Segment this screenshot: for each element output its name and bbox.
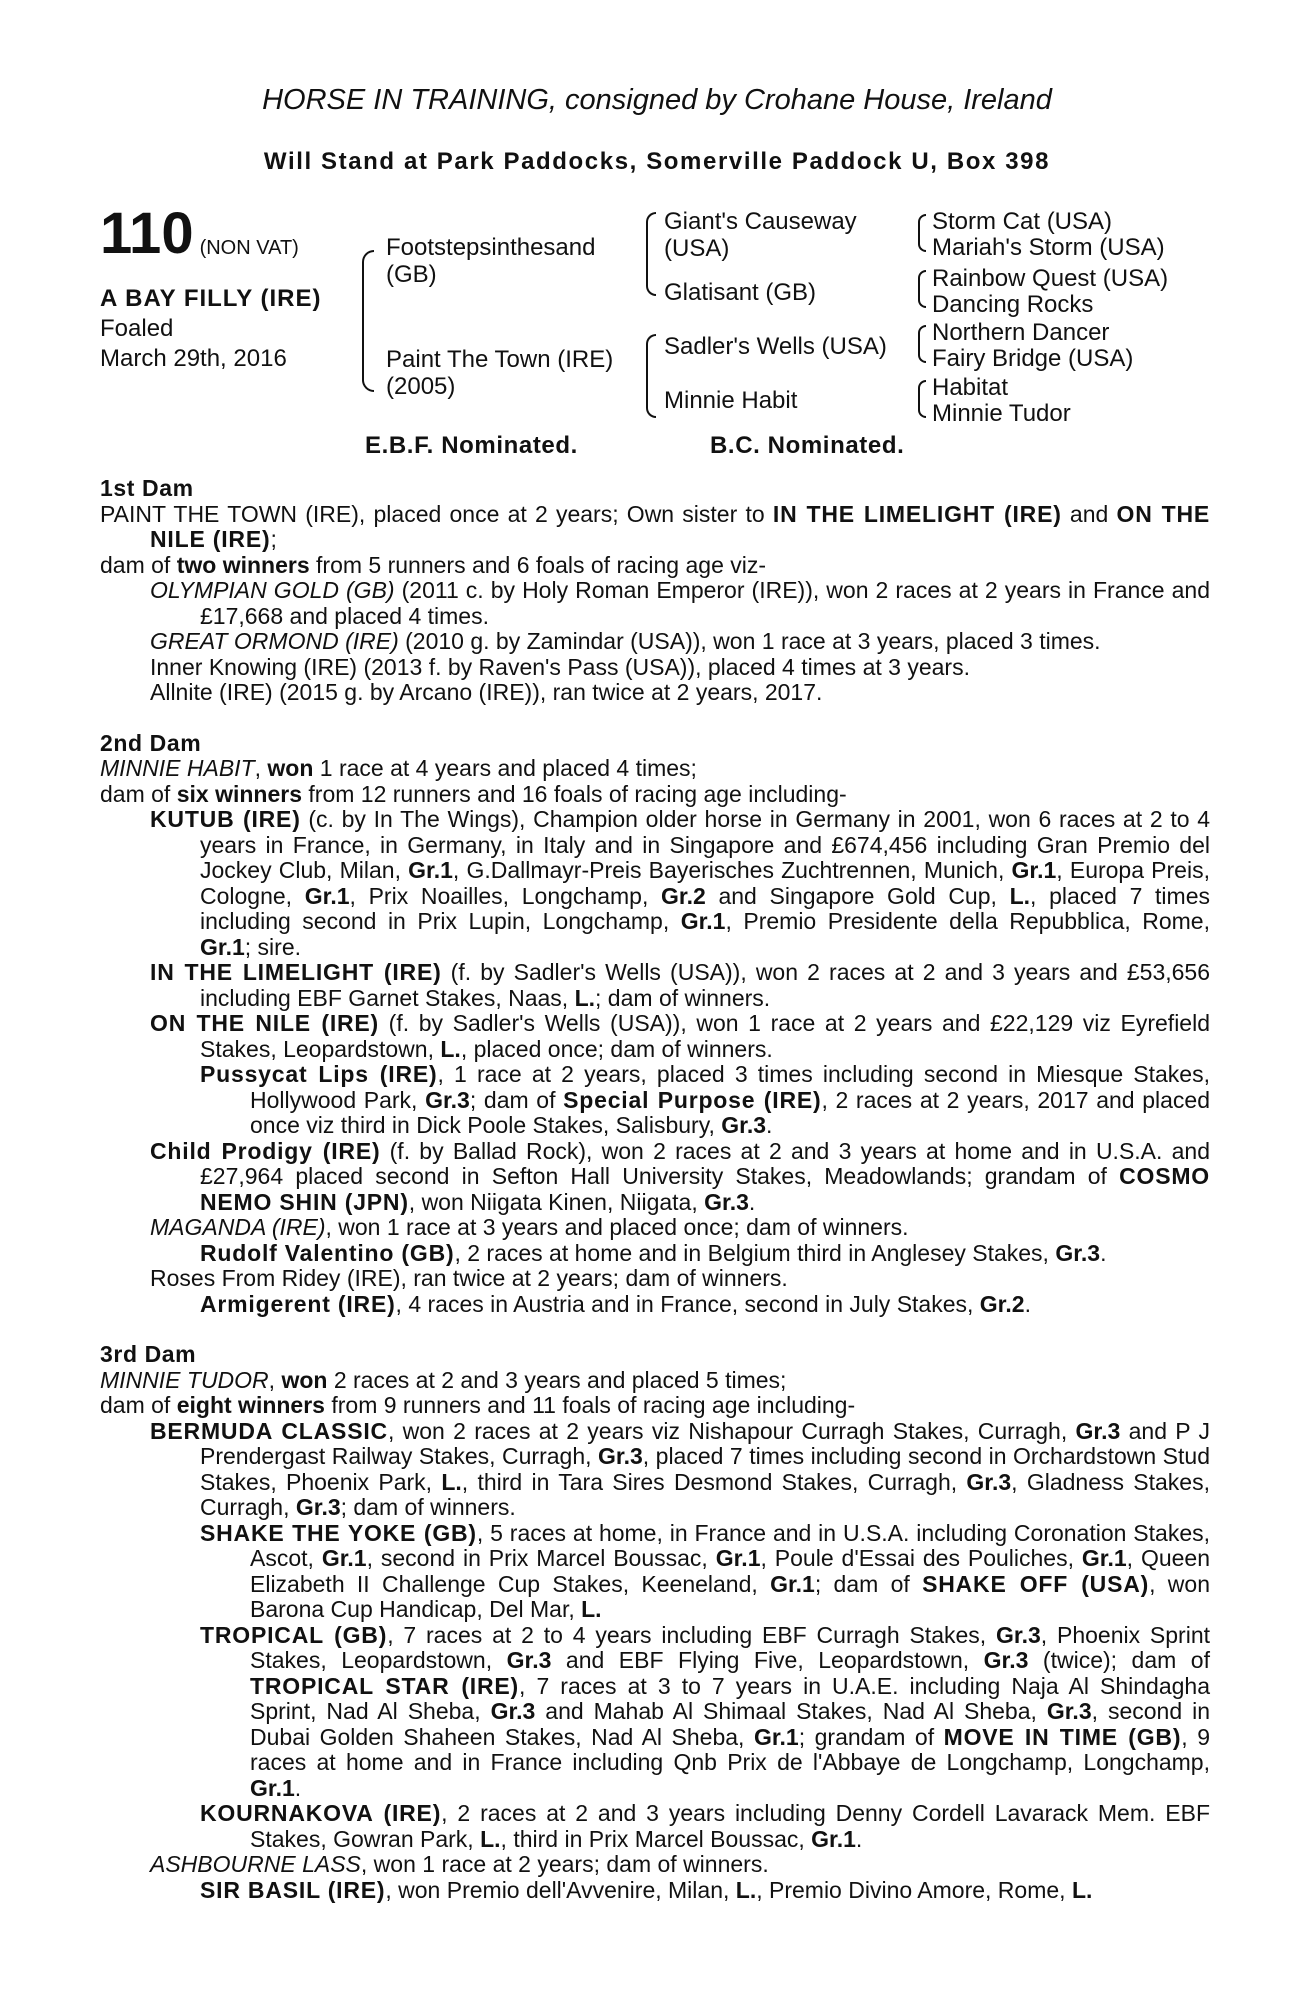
dam-name-line2: (2005) bbox=[386, 373, 456, 400]
vat-status: (NON VAT) bbox=[199, 237, 299, 260]
sire-name bbox=[386, 234, 595, 288]
foaled-label: Foaled bbox=[100, 315, 174, 342]
third-dam-heading: 3rd Dam bbox=[100, 1341, 197, 1367]
produce-roses-from-ridey: Roses From Ridey (IRE), ran twice at 2 years; dam of winners. bbox=[150, 1265, 788, 1291]
third-dam-paragraph: MINNIE TUDOR, won 2 races at 2 and 3 years and placed 5 times; bbox=[100, 1366, 787, 1393]
sire-sire bbox=[664, 208, 857, 262]
dd-parents-brace bbox=[918, 380, 926, 418]
produce-child-prodigy: Child Prodigy (IRE) (f. by Ballad Rock), won 2 races at 2 and 3 years at home and in U.S.A. and £27,964 placed second in Sefton Hall University Stakes, Meadowlands; grandam of COSMO NEMO SHIN (JPN), won Niigata Kinen, Niigata, Gr.3. bbox=[150, 1137, 1211, 1215]
produce-bermuda-classic: BERMUDA CLASSIC, won 2 races at 2 years viz Nishapour Curragh Stakes, Curragh, Gr.3 and P J Prendergast Railway Stakes, Curragh, Gr.3, placed 7 times including second in Orchardstown Stud Stakes, Phoenix Park, L., third in Tara Sires Desmond Stakes, Curragh, Gr.3, Gladness Stakes, Curragh, Gr.3; dam of winners. bbox=[150, 1417, 1210, 1520]
ss-dam: Mariah's Storm (USA) bbox=[932, 234, 1165, 261]
sd-sire: Rainbow Quest (USA) bbox=[932, 265, 1169, 292]
sire-sire-line1: Giant's Causeway bbox=[664, 208, 857, 235]
foaled-date: March 29th, 2016 bbox=[100, 345, 287, 372]
second-dam-produce: dam of six winners from 12 runners and 16 foals of racing age including- bbox=[100, 780, 847, 807]
sire-name-line2: (GB) bbox=[386, 261, 437, 288]
bc-nominated: B.C. Nominated. bbox=[710, 432, 905, 459]
dd-sire: Habitat bbox=[932, 374, 1009, 401]
produce-ashbourne-lass: ASHBOURNE LASS, won 1 race at 2 years; dam of winners. bbox=[150, 1851, 769, 1877]
ebf-nominated: E.B.F. Nominated. bbox=[365, 432, 578, 459]
produce-rudolf-valentino: Rudolf Valentino (GB), 2 races at home and in Belgium third in Anglesey Stakes, Gr.3. bbox=[200, 1239, 1107, 1266]
ds-sire: Northern Dancer bbox=[932, 319, 1110, 346]
produce-pussycat-lips: Pussycat Lips (IRE), 1 race at 2 years, placed 3 times including second in Miesque Stakes, Hollywood Park, Gr.3; dam of Special Purpose (IRE), 2 races at 2 years, 2017 and placed once viz third in Dick Poole Stakes, Salisbury, Gr.3. bbox=[200, 1061, 1210, 1138]
produce-olympian-gold: OLYMPIAN GOLD (GB) (2011 c. by Holy Roman Emperor (IRE)), won 2 races at 2 years in France and £17,668 and placed 4 times. bbox=[150, 577, 1210, 629]
second-dam-heading: 2nd Dam bbox=[100, 729, 202, 756]
dam-name-line1: Paint The Town (IRE) bbox=[386, 346, 614, 373]
dam-parents-brace bbox=[646, 334, 656, 418]
horse-name: A BAY FILLY (IRE) bbox=[100, 285, 322, 312]
ds-dam: Fairy Bridge (USA) bbox=[932, 345, 1134, 372]
sire-dam-brace bbox=[362, 250, 374, 392]
produce-shake-the-yoke: SHAKE THE YOKE (GB), 5 races at home, in France and in U.S.A. including Coronation Stakes, Ascot, Gr.1, second in Prix Marcel Boussac, Gr.1, Poule d'Essai des Pouliches, Gr.1, Queen Elizabeth II Challenge Cup Stakes, Keeneland, Gr.1; dam of SHAKE OFF (USA), won Barona Cup Handicap, Del Mar, L. bbox=[200, 1519, 1210, 1622]
produce-kournakova: KOURNAKOVA (IRE), 2 races at 2 and 3 years including Denny Cordell Lavarack Mem. EBF Stakes, Gowran Park, L., third in Prix Marcel Boussac, Gr.1. bbox=[200, 1800, 1210, 1852]
produce-great-ormond: GREAT ORMOND (IRE) (2010 g. by Zamindar (USA)), won 1 race at 3 years, placed 3 times. bbox=[150, 628, 1101, 654]
stand-location: Will Stand at Park Paddocks, Somerville Paddock U, Box 398 bbox=[263, 148, 1051, 175]
dam-dam: Minnie Habit bbox=[664, 387, 798, 414]
sire-parents-brace bbox=[646, 212, 656, 296]
lot-summary bbox=[100, 201, 360, 373]
produce-inner-knowing: Inner Knowing (IRE) (2013 f. by Raven's Pass (USA)), placed 4 times at 3 years. bbox=[150, 653, 970, 680]
sire-sire-line2: (USA) bbox=[664, 235, 730, 262]
first-dam-heading: 1st Dam bbox=[100, 475, 194, 501]
produce-allnite: Allnite (IRE) (2015 g. by Arcano (IRE)), ran twice at 2 years, 2017. bbox=[150, 679, 823, 705]
dam-sire: Sadler's Wells (USA) bbox=[664, 333, 887, 360]
produce-in-the-limelight: IN THE LIMELIGHT (IRE) (f. by Sadler's Wells (USA)), won 2 races at 2 and 3 years and £53,656 including EBF Garnet Stakes, Naas, L.; dam of winners. bbox=[150, 959, 1211, 1011]
produce-tropical: TROPICAL (GB), 7 races at 2 to 4 years including EBF Curragh Stakes, Gr.3, Phoenix Sprint Stakes, Leopardstown, Gr.3 and EBF Flying Five, Leopardstown, Gr.3 (twice); dam of TROPICAL STAR (IRE), 7 races at 3 to 7 years in U.A.E. including Naja Al Shindagha Sprint, Nad Al Sheba, Gr.3 and Mahab Al Shimaal Stakes, Nad Al Sheba, Gr.3, second in Dubai Golden Shaheen Stakes, Nad Al Sheba, Gr.1; grandam of MOVE IN TIME (GB), 9 races at home and in France including Qnb Prix de l'Abbaye de Longchamp, Longchamp, Gr.1. bbox=[200, 1621, 1211, 1801]
produce-on-the-nile: ON THE NILE (IRE) (f. by Sadler's Wells (USA)), won 1 race at 2 years and £22,129 viz Eyrefield Stakes, Leopardstown, L., placed once; dam of winners. bbox=[150, 1010, 1210, 1062]
dd-dam: Minnie Tudor bbox=[932, 400, 1071, 427]
sd-parents-brace bbox=[918, 270, 926, 308]
sd-dam: Dancing Rocks bbox=[932, 291, 1094, 318]
produce-kutub: KUTUB (IRE) (c. by In The Wings), Champion older horse in Germany in 2001, won 6 races at 2 to 4 years in France, in Germany, in Italy and in Singapore and £674,456 including Gran Premio del Jockey Club, Milan, Gr.1, G.Dallmayr-Preis Bayerisches Zuchtrennen, Munich, Gr.1, Europa Preis, Cologne, Gr.1, Prix Noailles, Longchamp, Gr.2 and Singapore Gold Cup, L., placed 7 times including second in Prix Lupin, Longchamp, Gr.1, Premio Presidente della Repubblica, Rome, Gr.1; sire. bbox=[150, 806, 1211, 960]
third-dam-produce: dam of eight winners from 9 runners and 11 foals of racing age including- bbox=[100, 1392, 856, 1418]
first-dam-paragraph: PAINT THE TOWN (IRE), placed once at 2 years; Own sister to IN THE LIMELIGHT (IRE) and ON THE NILE (IRE); bbox=[100, 500, 1211, 552]
produce-armigerent: Armigerent (IRE), 4 races in Austria and in France, second in July Stakes, Gr.2. bbox=[200, 1290, 1031, 1317]
produce-sir-basil: SIR BASIL (IRE), won Premio dell'Avvenire, Milan, L., Premio Divino Amore, Rome, L. bbox=[200, 1876, 1093, 1903]
first-dam-produce: dam of two winners from 5 runners and 6 foals of racing age viz- bbox=[100, 551, 767, 578]
sire-dam: Glatisant (GB) bbox=[664, 279, 817, 306]
lot-number-row bbox=[100, 201, 360, 266]
second-dam-paragraph: MINNIE HABIT, won 1 race at 4 years and placed 4 times; bbox=[100, 755, 697, 781]
ds-parents-brace bbox=[918, 325, 926, 363]
dam-lines bbox=[100, 476, 1210, 1903]
lot-number: 110 bbox=[100, 201, 194, 266]
sire-name-line1: Footstepsinthesand bbox=[386, 234, 596, 261]
dam-name bbox=[386, 346, 613, 400]
produce-maganda: MAGANDA (IRE), won 1 race at 3 years and placed once; dam of winners. bbox=[150, 1214, 909, 1240]
consignment-line: HORSE IN TRAINING, consigned by Crohane House, Ireland bbox=[262, 84, 1052, 116]
ss-sire: Storm Cat (USA) bbox=[932, 208, 1113, 235]
ss-parents-brace bbox=[918, 214, 926, 252]
